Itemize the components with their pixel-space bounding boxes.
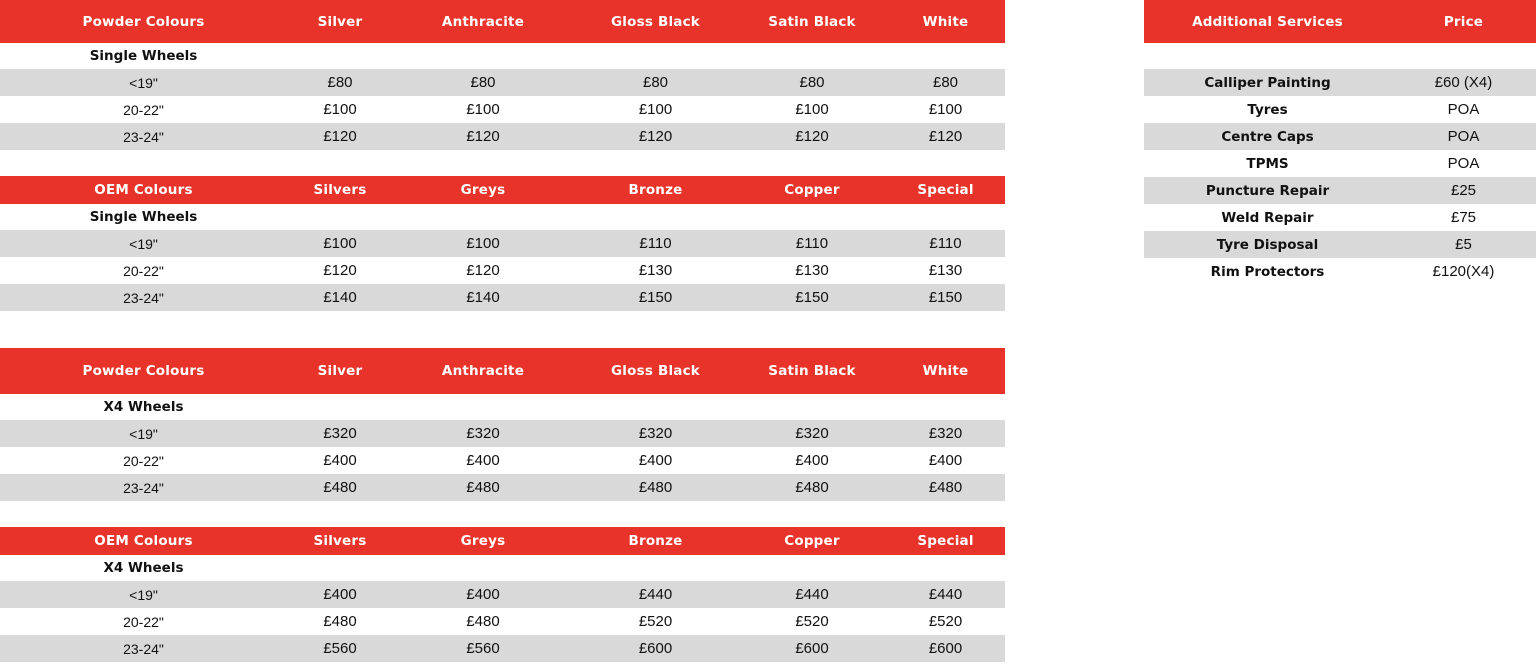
size-cell: 20-22"	[123, 452, 164, 469]
price-cell: £320	[323, 425, 357, 442]
table-header	[0, 176, 1005, 204]
table-header	[0, 0, 1005, 43]
price-cell: £480	[466, 613, 500, 630]
header-cell: Gloss Black	[611, 13, 700, 30]
header-cell: Greys	[460, 182, 506, 198]
price-cell: £440	[638, 586, 673, 603]
table-row	[0, 635, 1005, 662]
price-cell: £600	[795, 640, 829, 657]
price-cell: £80	[642, 74, 669, 91]
price-cell: £400	[466, 586, 500, 603]
price-table-oem-single	[0, 176, 1005, 311]
price-cell: £130	[928, 262, 963, 279]
table-row	[1144, 204, 1536, 231]
size-cell: <19"	[129, 586, 158, 603]
price-table-oem-x4	[0, 527, 1005, 662]
price-cell: £130	[795, 262, 829, 279]
price-cell: £400	[323, 452, 357, 469]
subheading-label: Single Wheels	[89, 209, 198, 225]
service-name: Calliper Painting	[1204, 74, 1331, 91]
price-cell: £120	[466, 128, 500, 145]
header-cell: Special	[917, 182, 974, 198]
price-cell: £400	[323, 586, 357, 603]
table-row	[1144, 231, 1536, 258]
table-row	[0, 284, 1005, 311]
header-cell: Bronze	[628, 182, 683, 198]
size-cell: 23-24"	[123, 289, 164, 306]
table-row	[0, 96, 1005, 123]
price-cell: £100	[323, 235, 357, 252]
table-subheading	[0, 43, 1005, 69]
price-cell: £480	[795, 479, 829, 496]
size-cell: 23-24"	[123, 479, 164, 496]
header-cell: Copper	[784, 182, 840, 198]
header-cell: Greys	[460, 533, 506, 549]
service-name: Tyre Disposal	[1216, 236, 1319, 253]
price-cell: £100	[638, 101, 673, 118]
price-cell: £120	[466, 262, 500, 279]
service-name: Centre Caps	[1221, 128, 1314, 145]
price-cell: £560	[466, 640, 500, 657]
price-cell: £150	[638, 289, 673, 306]
price-cell: £520	[928, 613, 963, 630]
price-table-powder-single	[0, 0, 1005, 150]
price-cell: £100	[466, 101, 500, 118]
price-cell: £440	[928, 586, 963, 603]
price-cell: £440	[795, 586, 829, 603]
table-row	[0, 447, 1005, 474]
price-cell: £400	[795, 452, 829, 469]
header-cell: Satin Black	[768, 13, 856, 30]
table-row	[1144, 123, 1536, 150]
header-cell: White	[922, 363, 969, 379]
price-cell: £120	[323, 128, 357, 145]
table-row	[1144, 150, 1536, 177]
size-cell: 20-22"	[123, 101, 164, 118]
service-price: POA	[1447, 101, 1480, 118]
price-cell: £480	[638, 479, 673, 496]
price-cell: £100	[928, 101, 963, 118]
price-cell: £80	[932, 74, 959, 91]
size-cell: 23-24"	[123, 640, 164, 657]
header-cell: Copper	[784, 533, 840, 549]
header-cell: Silver	[317, 13, 363, 30]
service-price: £120(X4)	[1432, 263, 1495, 280]
table-header	[0, 527, 1005, 555]
table-subheading	[0, 394, 1005, 420]
header-cell: Silvers	[313, 182, 367, 198]
size-cell: 20-22"	[123, 262, 164, 279]
table-row	[1144, 69, 1536, 96]
price-cell: £120	[795, 128, 829, 145]
price-cell: £80	[799, 74, 825, 91]
header-cell: OEM Colours	[94, 533, 193, 549]
price-cell: £480	[323, 613, 357, 630]
service-price: £75	[1450, 209, 1477, 226]
service-name: Weld Repair	[1221, 209, 1314, 226]
price-cell: £80	[470, 74, 496, 91]
additional-services-table	[1144, 0, 1536, 285]
header-cell: Satin Black	[768, 363, 856, 379]
header-cell: Gloss Black	[611, 363, 700, 379]
service-price: £5	[1455, 236, 1472, 253]
header-cell: OEM Colours	[94, 182, 193, 198]
header-cell: Powder Colours	[82, 13, 205, 30]
price-cell: £400	[928, 452, 963, 469]
price-cell: £100	[795, 101, 829, 118]
table-header	[1144, 0, 1536, 43]
price-cell: £320	[638, 425, 673, 442]
price-cell: £600	[928, 640, 963, 657]
price-cell: £150	[928, 289, 963, 306]
size-cell: <19"	[129, 74, 158, 91]
service-price: £60 (X4)	[1434, 74, 1493, 91]
service-name: TPMS	[1246, 155, 1289, 172]
header-cell: Price	[1443, 13, 1484, 30]
table-row	[0, 123, 1005, 150]
table-row	[1144, 96, 1536, 123]
service-name: Tyres	[1247, 101, 1288, 118]
price-cell: £110	[795, 235, 829, 252]
table-row	[0, 257, 1005, 284]
price-cell: £320	[466, 425, 500, 442]
price-cell: £140	[323, 289, 357, 306]
price-cell: £110	[929, 235, 962, 252]
table-row	[0, 608, 1005, 635]
price-cell: £520	[795, 613, 829, 630]
price-cell: £80	[327, 74, 353, 91]
header-cell: Silver	[317, 363, 363, 379]
header-cell: Additional Services	[1192, 13, 1343, 30]
table-header	[0, 348, 1005, 394]
table-row	[0, 230, 1005, 257]
header-cell: Anthracite	[441, 13, 525, 30]
price-cell: £130	[638, 262, 673, 279]
header-cell: Bronze	[628, 533, 683, 549]
price-cell: £320	[928, 425, 963, 442]
price-cell: £480	[323, 479, 357, 496]
price-cell: £110	[639, 235, 672, 252]
price-cell: £150	[795, 289, 829, 306]
header-cell: White	[922, 13, 969, 30]
price-cell: £480	[928, 479, 963, 496]
size-cell: <19"	[129, 235, 158, 252]
service-name: Puncture Repair	[1205, 182, 1330, 199]
table-row	[1144, 258, 1536, 285]
header-cell: Silvers	[313, 533, 367, 549]
size-cell: <19"	[129, 425, 158, 442]
subheading-label: Single Wheels	[89, 48, 198, 64]
price-cell: £120	[323, 262, 357, 279]
price-cell: £480	[466, 479, 500, 496]
subheading-label: X4 Wheels	[103, 560, 184, 576]
price-cell: £120	[638, 128, 673, 145]
table-row	[0, 474, 1005, 501]
price-cell: £400	[466, 452, 500, 469]
table-row	[0, 420, 1005, 447]
subheading-label: X4 Wheels	[103, 399, 184, 415]
table-subheading	[0, 555, 1005, 581]
price-cell: £100	[323, 101, 357, 118]
price-cell: £100	[466, 235, 500, 252]
header-cell: Anthracite	[441, 363, 525, 379]
service-price: £25	[1450, 182, 1477, 199]
table-row	[1144, 177, 1536, 204]
size-cell: 20-22"	[123, 613, 164, 630]
table-subheading	[0, 204, 1005, 230]
price-cell: £140	[466, 289, 500, 306]
service-price: POA	[1447, 155, 1480, 172]
price-cell: £400	[638, 452, 673, 469]
table-row	[0, 581, 1005, 608]
price-cell: £120	[928, 128, 963, 145]
price-cell: £520	[638, 613, 673, 630]
table-row	[0, 69, 1005, 96]
header-cell: Special	[917, 533, 974, 549]
price-cell: £320	[795, 425, 829, 442]
price-cell: £600	[638, 640, 673, 657]
price-cell: £560	[323, 640, 357, 657]
size-cell: 23-24"	[123, 128, 164, 145]
service-name: Rim Protectors	[1210, 263, 1325, 280]
header-cell: Powder Colours	[82, 363, 205, 379]
service-price: POA	[1447, 128, 1480, 145]
spacer	[1144, 43, 1536, 69]
price-table-powder-x4	[0, 348, 1005, 501]
